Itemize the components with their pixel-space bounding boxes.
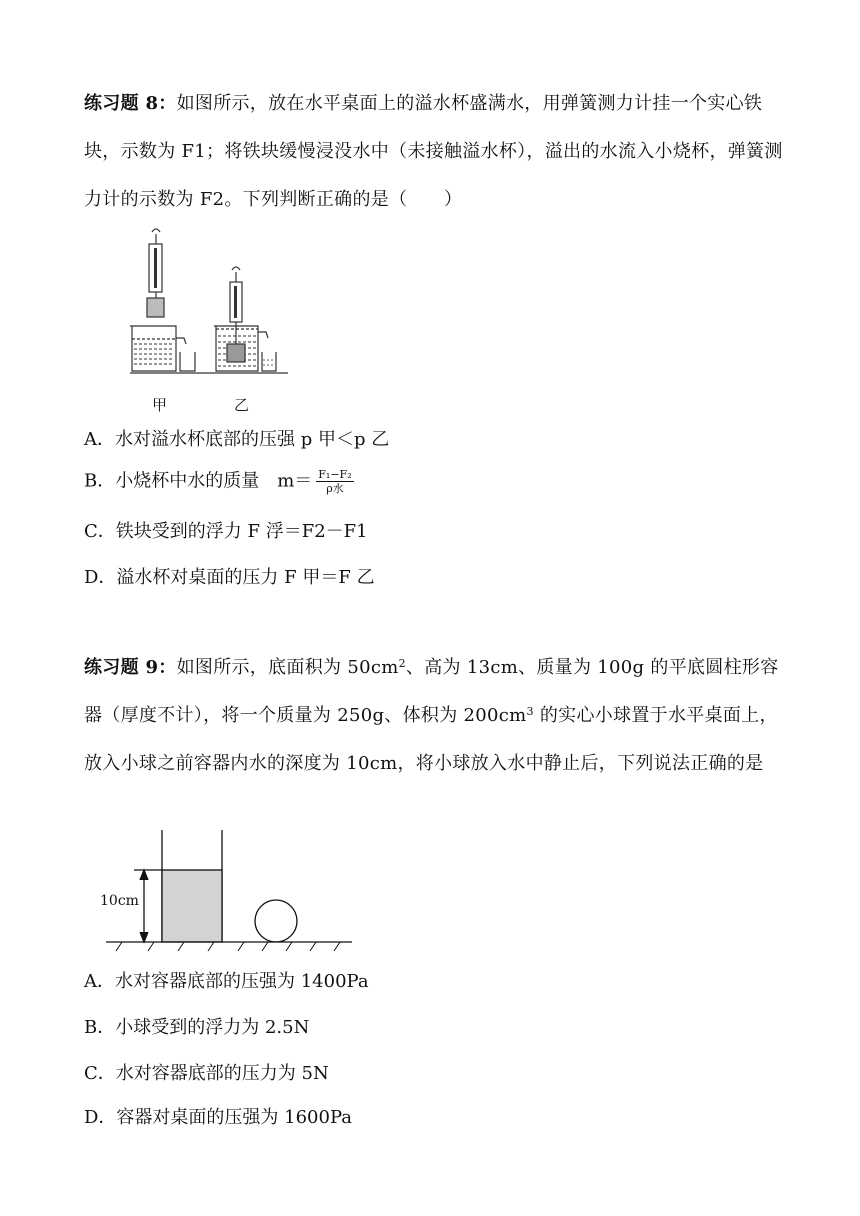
question-8-label: 练习题 8 xyxy=(84,93,159,114)
question-8-option-d: D．溢水杯对桌面的压力 F 甲＝F 乙 xyxy=(84,567,375,588)
question-8-body: 如图所示，放在水平桌面上的溢水杯盛满水，用弹簧测力计挂一个实心铁块，示数为 F1；将铁块缓慢浸没水中（未接触溢水杯），溢出的水流入小烧杯，弹簧测力计的示数为 F2。下列判断正确的是（ ） xyxy=(84,93,783,210)
small-beaker-yi xyxy=(262,352,276,371)
question-8-figure xyxy=(120,226,300,386)
hand-jia xyxy=(152,229,160,232)
question-9-body-1: 如图所示，底面积为 50cm xyxy=(176,657,399,678)
mass-fraction xyxy=(316,468,353,495)
question-9-option-a: A．水对容器底部的压强为 1400Pa xyxy=(84,971,369,992)
fraction-denominator: ρ水 xyxy=(326,482,344,495)
question-8-option-b-text: B．小烧杯中水的质量 m＝ xyxy=(84,470,313,492)
question-8-option-a: A．水对溢水杯底部的压强 p 甲＜p 乙 xyxy=(84,429,390,450)
question-9-body-3: 的实心小球置于水平桌面上，放入小球之前容器内水的深度为 10cm，将小球放入水中静止后，下列说法正确的是 xyxy=(84,705,778,774)
question-9-option-c: C．水对容器底部的压力为 5N xyxy=(84,1063,329,1084)
ball xyxy=(255,900,297,942)
depth-label: 10cm xyxy=(100,893,139,909)
question-9-figure xyxy=(100,826,360,956)
question-9-option-b: B．小球受到的浮力为 2.5N xyxy=(84,1017,310,1038)
question-9-colon: ： xyxy=(158,657,177,678)
figure-caption-jia: 甲 xyxy=(152,396,168,414)
small-beaker-jia xyxy=(180,352,195,371)
question-9-label: 练习题 9 xyxy=(84,657,159,678)
question-9-text xyxy=(84,644,784,788)
fraction-numerator: F₁−F₂ xyxy=(318,468,352,481)
superscript-3: 3 xyxy=(526,705,534,718)
question-8-option-b xyxy=(84,468,354,495)
question-8-text xyxy=(84,80,784,224)
hand-yi xyxy=(232,267,240,270)
figure-caption-yi: 乙 xyxy=(234,396,250,414)
question-8-option-c: C．铁块受到的浮力 F 浮＝F2－F1 xyxy=(84,521,368,542)
question-9-body-2: 、高为 13cm、质量为 100g 的平底圆柱形容器（厚度不计），将一个质量为 250g、体积为 200cm xyxy=(84,657,779,726)
question-8-colon: ： xyxy=(158,93,177,114)
water-in-container xyxy=(162,870,222,942)
question-9-option-d: D．容器对桌面的压强为 1600Pa xyxy=(84,1107,352,1128)
superscript-2: 2 xyxy=(398,657,406,670)
iron-block-yi xyxy=(227,344,245,362)
iron-block-jia xyxy=(147,298,164,317)
